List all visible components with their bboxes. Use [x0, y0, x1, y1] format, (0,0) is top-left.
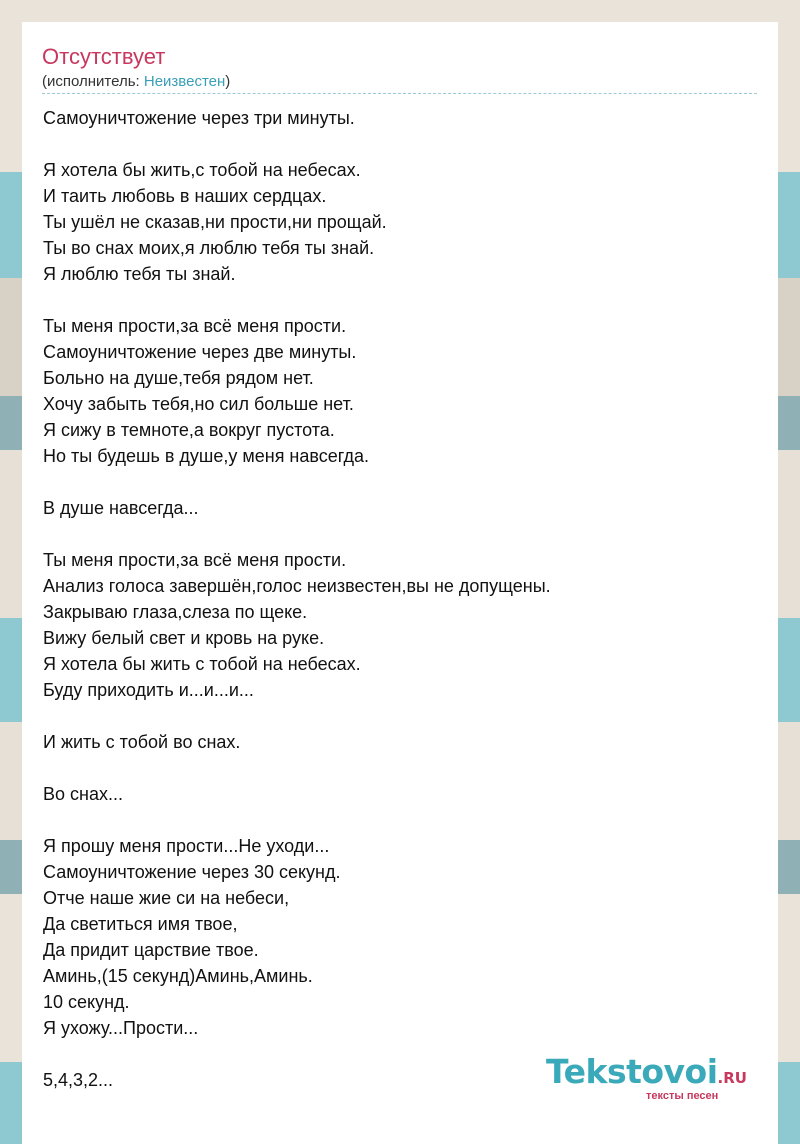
header-divider	[42, 93, 757, 94]
lyric-line: Ты во снах моих,я люблю тебя ты знай.	[43, 238, 375, 258]
song-title: Отсутствует	[42, 44, 166, 69]
lyric-line: Во снах...	[43, 784, 123, 804]
lyric-line: Хочу забыть тебя,но сил больше нет.	[43, 394, 354, 414]
lyric-line: Но ты будешь в душе,у меня навсегда.	[43, 446, 370, 466]
lyric-line: Я хотела бы жить,с тобой на небесах.	[43, 160, 361, 180]
lyric-line: Я прошу меня прости...Не уходи...	[43, 836, 330, 856]
lyric-line	[43, 703, 755, 729]
lyric-line: И таить любовь в наших сердцах.	[43, 186, 327, 206]
lyric-line: В душе навсегда...	[43, 498, 199, 518]
lyrics-text	[43, 105, 755, 1093]
lyrics-sheet	[22, 22, 778, 1144]
lyric-line: Самоуничтожение через две минуты.	[43, 342, 357, 362]
lyric-line	[43, 521, 755, 547]
lyric-line: Да светиться имя твое,	[43, 914, 238, 934]
lyric-line: 10 секунд.	[43, 992, 130, 1012]
lyric-line: Да придит царствие твое.	[43, 940, 259, 960]
lyric-line	[43, 755, 755, 781]
logo-tld: .RU	[717, 1069, 747, 1087]
lyric-line: Ты ушёл не сказав,ни прости,ни прощай.	[43, 212, 387, 232]
lyric-line: Отче наше жие си на небеси,	[43, 888, 290, 908]
lyric-line: Самоуничтожение через 30 секунд.	[43, 862, 341, 882]
logo-name: Tekstovoi	[546, 1052, 718, 1091]
lyric-line: 5,4,3,2...	[43, 1070, 114, 1090]
lyric-line: И жить с тобой во снах.	[43, 732, 241, 752]
lyric-line: Ты меня прости,за всё меня прости.	[43, 550, 347, 570]
lyric-line	[43, 807, 755, 833]
performer-suffix: )	[225, 73, 231, 90]
lyric-line: Самоуничтожение через три минуты.	[43, 108, 355, 128]
lyric-line: Я сижу в темноте,а вокруг пустота.	[43, 420, 335, 440]
lyric-line	[43, 469, 755, 495]
performer-link[interactable]: Неизвестен	[143, 73, 226, 90]
lyric-line: Буду приходить и...и...и...	[43, 680, 254, 700]
lyric-line: Вижу белый свет и кровь на руке.	[43, 628, 325, 648]
lyric-line	[43, 287, 755, 313]
lyric-line	[43, 131, 755, 157]
performer-prefix: (исполнитель:	[42, 73, 144, 90]
lyric-line: Я люблю тебя ты знай.	[43, 264, 236, 284]
lyric-line: Ты меня прости,за всё меня прости.	[43, 316, 347, 336]
lyric-line: Я хотела бы жить с тобой на небесах.	[43, 654, 361, 674]
lyric-line: Закрываю глаза,слеза по щеке.	[43, 602, 308, 622]
lyric-line: Аминь,(15 секунд)Аминь,Аминь.	[43, 966, 313, 986]
lyric-line: Я ухожу...Прости...	[43, 1018, 199, 1038]
performer-line	[42, 73, 230, 91]
lyric-line: Анализ голоса завершён,голос неизвестен,вы не допущены.	[43, 576, 551, 596]
logo-tagline: тексты песен	[646, 1090, 719, 1102]
lyric-line: Больно на душе,тебя рядом нет.	[43, 368, 314, 388]
